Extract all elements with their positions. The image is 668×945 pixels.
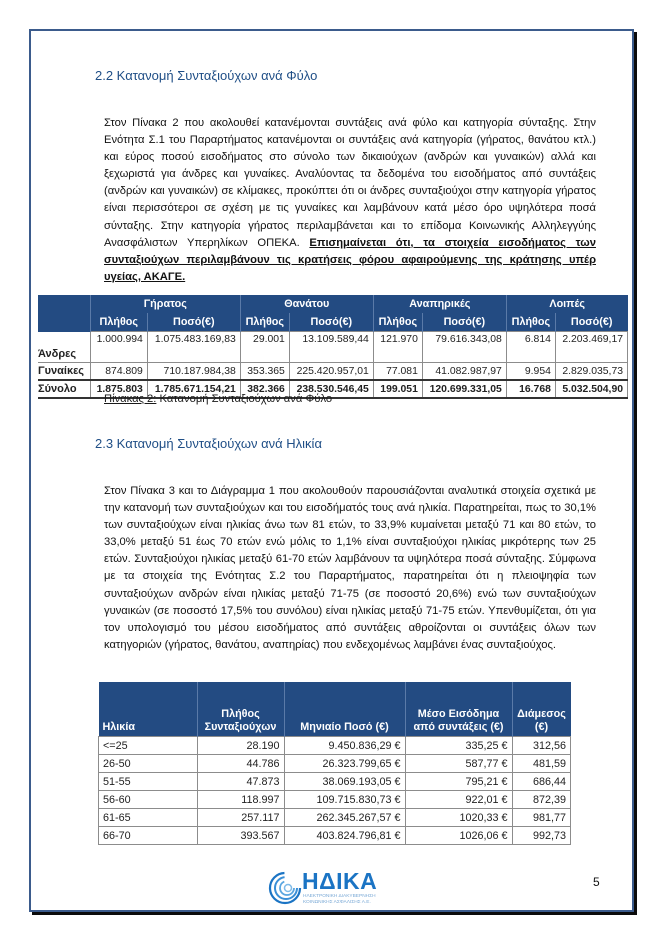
table-row [99,773,571,791]
table-row-women [38,363,628,381]
cell: 795,21 € [405,773,512,791]
group-header-disability: Αναπηρικές [373,295,506,313]
cell: 1.075.483.169,83 [147,332,240,363]
cell: 199.051 [373,380,422,398]
cell: 28.190 [197,737,284,755]
subheader: Ποσό(€) [147,313,240,332]
header-count: Πλήθος Συνταξιούχων [197,682,284,737]
cell: 992,73 [512,827,571,845]
table-row [99,809,571,827]
subheader: Πλήθος [506,313,555,332]
cell: 2.203.469,17 [555,332,627,363]
cell-age: <=25 [99,737,198,755]
cell: 403.824.796,81 € [284,827,405,845]
row-label: Σύνολο [38,380,90,398]
cell: 481,59 [512,755,571,773]
swirl-logo-icon [268,868,302,908]
cell: 6.814 [506,332,555,363]
cell: 38.069.193,05 € [284,773,405,791]
cell: 981,77 [512,809,571,827]
cell: 686,44 [512,773,571,791]
section-heading-gender: 2.2 Κατανομή Συνταξιούχων ανά Φύλο [95,68,318,83]
table-row-men [38,332,628,363]
table-corner [38,295,90,313]
cell: 312,56 [512,737,571,755]
header-age: Ηλικία [99,682,198,737]
cell-age: 56-60 [99,791,198,809]
cell: 77.081 [373,363,422,381]
header-mean-income: Μέσο Εισόδημα από συντάξεις (€) [405,682,512,737]
table-age-distribution [98,682,571,845]
cell: 587,77 € [405,755,512,773]
caption-label: Πίνακας 2: [104,393,157,405]
logo-wordmark: ΗΔΙΚΑ [302,868,378,894]
cell: 874.809 [90,363,147,381]
subheader: Πλήθος [240,313,289,332]
paragraph-gender-emphasis: Επισημαίνεται ότι, τα στοιχεία εισοδήματος των συνταξιούχων περιλαμβάνουν τις κρατήσεις φόρου αφαιρούμενης της κράτησης υπέρ υγείας, ΑΚΑΓΕ. [104,236,596,283]
cell: 393.567 [197,827,284,845]
cell-age: 61-65 [99,809,198,827]
group-header-death: Θανάτου [240,295,373,313]
table-row [99,755,571,773]
cell: 382.366 [240,380,289,398]
cell: 225.420.957,01 [289,363,373,381]
subheader: Πλήθος [90,313,147,332]
cell-age: 51-55 [99,773,198,791]
cell: 9.954 [506,363,555,381]
cell: 1020,33 € [405,809,512,827]
subheader: Πλήθος [373,313,422,332]
paragraph-gender [104,115,596,286]
cell: 120.699.331,05 [422,380,506,398]
cell: 121.970 [373,332,422,363]
row-label: Άνδρες [38,332,90,363]
cell: 2.829.035,73 [555,363,627,381]
logo-subtext: ΗΛΕΚΤΡΟΝΙΚΗ ΔΙΑΚΥΒΕΡΝΗΣΗ ΚΟΙΝΩΝΙΚΗΣ ΑΣΦΑΛΙΣΗΣ Α.Ε. [303,894,376,905]
section-heading-age: 2.3 Κατανομή Συνταξιούχων ανά Ηλικία [95,436,322,451]
table-row [99,791,571,809]
cell: 79.616.343,08 [422,332,506,363]
cell: 5.032.504,90 [555,380,627,398]
cell: 9.450.836,29 € [284,737,405,755]
cell-age: 66-70 [99,827,198,845]
cell: 1.785.671.154,21 [147,380,240,398]
row-label: Γυναίκες [38,363,90,381]
table-row [99,827,571,845]
paragraph-gender-text: Στον Πίνακα 2 που ακολουθεί κατανέμονται συντάξεις ανά φύλο και κατηγορία σύνταξης. Στην Ενότητα Σ.1 του Παραρτήματος κατανέμονται οι συντάξεις ανά κατηγορία (γήρατος, θανάτου κτλ.) και εύρος ποσού εισοδήματος στο σύνολο των δικαιούχων (ανδρών και γυναικών) αλλά και ξεχωριστά για άνδρες και γυναίκες. Αναλύοντας τα δεδομένα του εισοδήματος από συντάξεις (ανδρών και γυναικών) σε κλίμακες, προκύπτει ότι οι άνδρες συνταξιούχοι στην κατηγορία γήρατος είναι περισσότεροι σε σχέση με τις γυναίκες και λαμβάνουν κατά μέσο όρο υψηλότερα ποσά σύνταξης. Στην κατηγορία γήρατος περιλαμβάνεται και το επίδομα Κοινωνικής Αλληλεγγύης Ανασφάλιστων Υπερηλίκων ΟΠΕΚΑ. [104,117,596,249]
cell: 29.001 [240,332,289,363]
table-gender-distribution [38,295,628,399]
subheader: Ποσό(€) [422,313,506,332]
header-monthly-amount: Μηνιαίο Ποσό (€) [284,682,405,737]
cell: 1.000.994 [90,332,147,363]
cell: 238.530.546,45 [289,380,373,398]
cell: 710.187.984,38 [147,363,240,381]
cell: 26.323.799,65 € [284,755,405,773]
cell: 335,25 € [405,737,512,755]
group-header-other: Λοιπές [506,295,627,313]
cell-age: 26-50 [99,755,198,773]
subheader: Ποσό(€) [289,313,373,332]
table-row [99,737,571,755]
caption-text: Κατανομή Συνταξιούχων ανά Φύλο [156,393,333,405]
cell: 44.786 [197,755,284,773]
cell: 109.715.830,73 € [284,791,405,809]
cell: 1026,06 € [405,827,512,845]
cell: 353.365 [240,363,289,381]
cell: 118.997 [197,791,284,809]
cell: 1.875.803 [90,380,147,398]
cell: 872,39 [512,791,571,809]
cell: 16.768 [506,380,555,398]
cell: 13.109.589,44 [289,332,373,363]
cell: 922,01 € [405,791,512,809]
cell: 262.345.267,57 € [284,809,405,827]
table-corner-2 [38,313,90,332]
subheader: Ποσό(€) [555,313,627,332]
group-header-old-age: Γήρατος [90,295,240,313]
cell: 47.873 [197,773,284,791]
page-number: 5 [593,875,600,889]
paragraph-age: Στον Πίνακα 3 και το Διάγραμμα 1 που ακολουθούν παρουσιάζονται αναλυτικά στοιχεία σχετικά με την κατανομή των συνταξιούχων και του εισοδήματός τους ανά ηλικία. Παρατηρείται, πως το 30,1% των συνταξιούχων είναι ηλικίας άνω των 81 ετών, το 33,9% κυμαίνεται μεταξύ 71 και 80 ετών, το 33,0% μεταξύ 51 έως 70 ετών ενώ μόλις το 1,1% είναι συνταξιούχοι ηλικίας μικρότερης των 25 ετών. Συνταξιούχοι ηλικίας μεταξύ 61-70 ετών λαμβάνουν τα υψηλότερα ποσά σύνταξης. Σύμφωνα με τα στοιχεία της Ενότητας Σ.2 του Παραρτήματος, παρατηρείται ότι η πλειοψηφία των συνταξιούχων ανδρών είναι ηλικίας μεταξύ 71-75 (σε ποσοστό 20,6%) ενώ των συνταξιούχων γυναικών (σε ποσοστό 17,5% του συνόλου) είναι ηλικίας μεταξύ 71-75 ετών. Υπενθυμίζεται, ότι για τον υπολογισμό του μέσου εισοδήματος από συντάξεις αθροίζονται οι συντάξεις όλων των κατηγοριών (γήρατος, θανάτου, αναπηρίας) που ενδεχομένως λαμβάνει ένας συνταξιούχος. [104,485,596,651]
header-median: Διάμεσος (€) [512,682,571,737]
idika-logo [268,866,408,910]
cell: 41.082.987,97 [422,363,506,381]
cell: 257.117 [197,809,284,827]
table-caption [104,393,332,405]
